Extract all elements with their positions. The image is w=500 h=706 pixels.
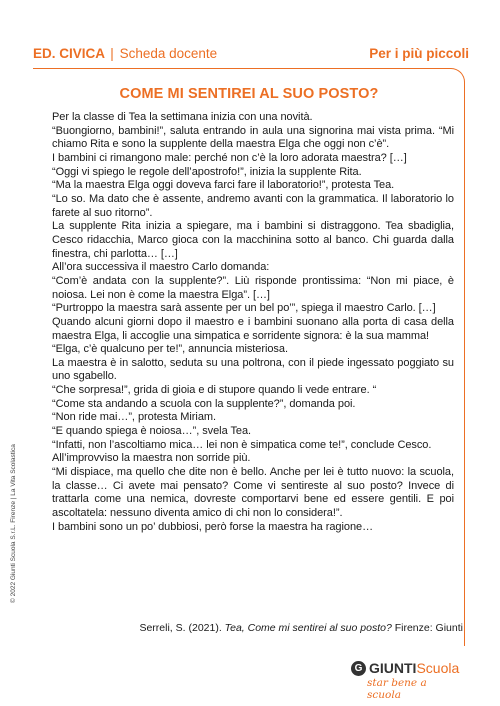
story-paragraph: “Oggi vi spiego le regole dell’apostrofo!”, inizia la supplente Rita. [52, 165, 362, 178]
copyright-notice: © 2022 Giunti Scuola S.r.L. Firenze | La Vita Scolastica [10, 444, 17, 603]
story-paragraph: “Non ride mai…”, protesta Miriam. [52, 411, 217, 424]
story-paragraph: Quando alcuni giorni dopo il maestro e i bambini suonano alla porta di casa della maestra Elga, li accoglie una simpatica e sorridente signora: è la sua mamma! [52, 315, 454, 342]
citation-suffix: Firenze: Giunti [391, 622, 463, 634]
story-paragraph: Per la classe di Tea la settimana inizia con una novità. [52, 111, 313, 123]
story-paragraph: “Ma la maestra Elga oggi doveva farci fare il laboratorio!”, protesta Tea. [52, 179, 395, 192]
story-title: COME MI SENTIREI AL SUO POSTO? [119, 86, 379, 102]
story-paragraph: “Infatti, non l’ascoltiamo mica… lei non è simpatica come te!”, conclude Cesco. [52, 438, 432, 451]
story-paragraph: “Lo so. Ma dato che è assente, andremo avanti con la grammatica. Il laboratorio lo farete al suo ritorno”. [52, 192, 454, 219]
citation-book-title: Tea, Come mi sentirei al suo posto? [224, 622, 392, 634]
header-separator: | [110, 45, 114, 61]
page-header [33, 40, 469, 66]
giunti-scuola-logo [351, 660, 461, 701]
story-paragraph: “Elga, c’è qualcuno per te!”, annuncia misteriosa. [52, 343, 288, 356]
logo-mark-icon: G [351, 661, 366, 676]
story-text [52, 111, 454, 534]
logo-brand [351, 660, 461, 676]
story-paragraph: All’improvviso la maestra non sorride più. [52, 452, 251, 465]
story-paragraph: La supplente Rita inizia a spiegare, ma i bambini si distraggono. Tea sbadiglia, Cesco ridacchia, Marco gioca con la macchinina sotto al banco. Chi guarda dalla finestra, chi parlotta… […] [52, 220, 454, 260]
story-paragraph: La maestra è in salotto, seduta su una poltrona, con il piede ingessato poggiato su uno sgabello. [52, 356, 454, 383]
story-paragraph: All’ora successiva il maestro Carlo domanda: [52, 261, 270, 274]
audience-label: Per i più piccoli [369, 45, 469, 61]
logo-brand-name: GIUNTI [369, 660, 417, 676]
logo-tagline: star bene a scuola [367, 677, 427, 701]
story-paragraph: “E quando spiega è noiosa…”, svela Tea. [52, 425, 252, 438]
story-paragraph: “Purtroppo la maestra sarà assente per un bel po’”, spiega il maestro Carlo. […] [52, 302, 436, 315]
subject-label: ED. CIVICA [33, 45, 105, 61]
story-paragraph: “Come sta andando a scuola con la supplente?”, domanda poi. [52, 397, 356, 410]
source-citation [139, 622, 463, 634]
story-paragraph: “Com’è andata con la supplente?”. Liù risponde prontissima: “Non mi piace, è noiosa. Lei non è come la maestra Elga”. […] [52, 274, 454, 301]
story-paragraph: I bambini sono un po’ dubbiosi, però forse la maestra ha ragione… [52, 520, 374, 533]
header-left [33, 46, 217, 61]
story-paragraph: “Che sorpresa!”, grida di gioia e di stupore quando li vede entrare. “ [52, 384, 377, 397]
citation-prefix: Serreli, S. (2021). [139, 622, 225, 634]
story-paragraph: “Buongiorno, bambini!”, saluta entrando in aula una signorina mai vista prima. “Mi chiamo Rita e sono la supplente della maestra Elga che oggi non c’è”. [52, 124, 454, 151]
story-paragraph: “Mi dispiace, ma quello che dite non è bello. Anche per lei è tutto nuovo: la scuola, la classe… Ci avete mai pensato? Come vi sentireste al suo posto? Invece di trattarla come una nemica, dovreste comportarvi bene ed essere gentili. E poi ascoltatela: nessuno diventa amico di chi non lo considera!”. [52, 466, 454, 520]
sheet-type-label: Scheda docente [119, 45, 218, 61]
logo-brand-accent: Scuola [416, 660, 460, 676]
story-paragraph: I bambini ci rimangono male: perché non c’è la loro adorata maestra? […] [52, 151, 407, 164]
